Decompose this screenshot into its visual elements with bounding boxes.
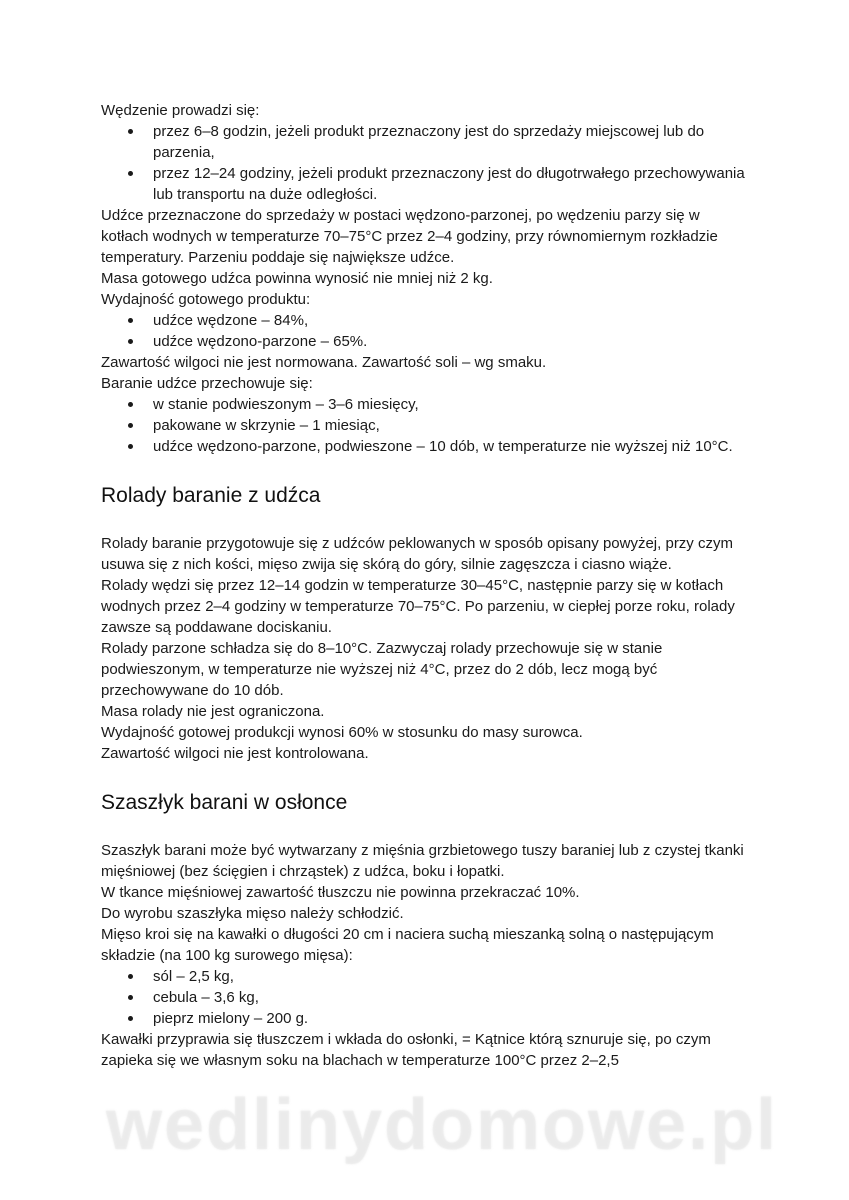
paragraph: W tkance mięśniowej zawartość tłuszczu nie powinna przekraczać 10%. bbox=[101, 884, 580, 901]
spice-list bbox=[101, 966, 751, 1029]
paragraph: Masa rolady nie jest ograniczona. bbox=[101, 703, 325, 720]
list-item: cebula – 3,6 kg, bbox=[153, 987, 751, 1008]
storage-list bbox=[101, 394, 751, 457]
list-item: pakowane w skrzynie – 1 miesiąc, bbox=[153, 415, 751, 436]
paragraph: Rolady baranie przygotowuje się z udźców peklowanych w sposób opisany powyżej, przy czym usuwa się z nich kości, mięso zwija się skórą do góry, silnie zagęszcza i ciasno wiąże. bbox=[101, 535, 733, 573]
paragraph: Zawartość wilgoci nie jest kontrolowana. bbox=[101, 745, 369, 762]
list-item: w stanie podwieszonym – 3–6 miesięcy, bbox=[153, 394, 751, 415]
yield-intro: Wydajność gotowego produktu: bbox=[101, 291, 311, 308]
paragraph: Kawałki przyprawia się tłuszczem i wkłada do osłonki, = Kątnice którą sznuruje się, po czym zapieka się we własnym soku na blachach w temperaturze 100°C przez 2–2,5 bbox=[101, 1031, 711, 1069]
paragraph: Szaszłyk barani może być wytwarzany z mięśnia grzbietowego tuszy baraniej lub z czystej tkanki mięśniowej (bez ścięgien i chrząstek) z udźca, boku i łopatki. bbox=[101, 842, 744, 880]
storage-intro: Baranie udźce przechowuje się: bbox=[101, 375, 313, 392]
list-item: przez 6–8 godzin, jeżeli produkt przeznaczony jest do sprzedaży miejscowej lub do parzenia, bbox=[153, 121, 751, 163]
paragraph: Wydajność gotowej produkcji wynosi 60% w stosunku do masy surowca. bbox=[101, 724, 583, 741]
scalding-paragraph: Udźce przeznaczone do sprzedaży w postaci wędzono-parzonej, po wędzeniu parzy się w kotłach wodnych w temperaturze 70–75°C przez 2–4 godziny, przy równomiernym rozkładzie temperatury. Parzeniu poddaje się największe udźce. bbox=[101, 207, 718, 266]
document-page bbox=[101, 100, 751, 1071]
smoking-list bbox=[101, 121, 751, 205]
moisture-paragraph: Zawartość wilgoci nie jest normowana. Zawartość soli – wg smaku. bbox=[101, 354, 547, 371]
smoking-intro: Wędzenie prowadzi się: bbox=[101, 102, 260, 119]
list-item: udźce wędzono-parzone – 65%. bbox=[153, 331, 751, 352]
section-heading-rolady: Rolady baranie z udźca bbox=[101, 484, 321, 507]
paragraph: Mięso kroi się na kawałki o długości 20 cm i naciera suchą mieszanką solną o następującym składzie (na 100 kg surowego mięsa): bbox=[101, 926, 714, 964]
section-heading-szaszlyk: Szaszłyk barani w osłonce bbox=[101, 791, 348, 814]
mass-paragraph: Masa gotowego udźca powinna wynosić nie mniej niż 2 kg. bbox=[101, 270, 493, 287]
list-item: przez 12–24 godziny, jeżeli produkt przeznaczony jest do długotrwałego przechowywania lub transportu na duże odległości. bbox=[153, 163, 751, 205]
paragraph: Rolady wędzi się przez 12–14 godzin w temperaturze 30–45°C, następnie parzy się w kotłach wodnych przez 2–4 godziny w temperaturze 70–75°C. Po parzeniu, w ciepłej porze roku, rolady zawsze są poddawane dociskaniu. bbox=[101, 577, 735, 636]
watermark: wedlinydomowe.pl bbox=[106, 1085, 779, 1165]
yield-list bbox=[101, 310, 751, 352]
paragraph: Rolady parzone schładza się do 8–10°C. Zazwyczaj rolady przechowuje się w stanie podwieszonym, w temperaturze nie wyższej niż 4°C, przez do 2 dób, lecz mogą być przechowywane do 10 dób. bbox=[101, 640, 663, 699]
list-item: udźce wędzono-parzone, podwieszone – 10 dób, w temperaturze nie wyższej niż 10°C. bbox=[153, 436, 751, 457]
list-item: udźce wędzone – 84%, bbox=[153, 310, 751, 331]
paragraph: Do wyrobu szaszłyka mięso należy schłodzić. bbox=[101, 905, 404, 922]
list-item: sól – 2,5 kg, bbox=[153, 966, 751, 987]
list-item: pieprz mielony – 200 g. bbox=[153, 1008, 751, 1029]
